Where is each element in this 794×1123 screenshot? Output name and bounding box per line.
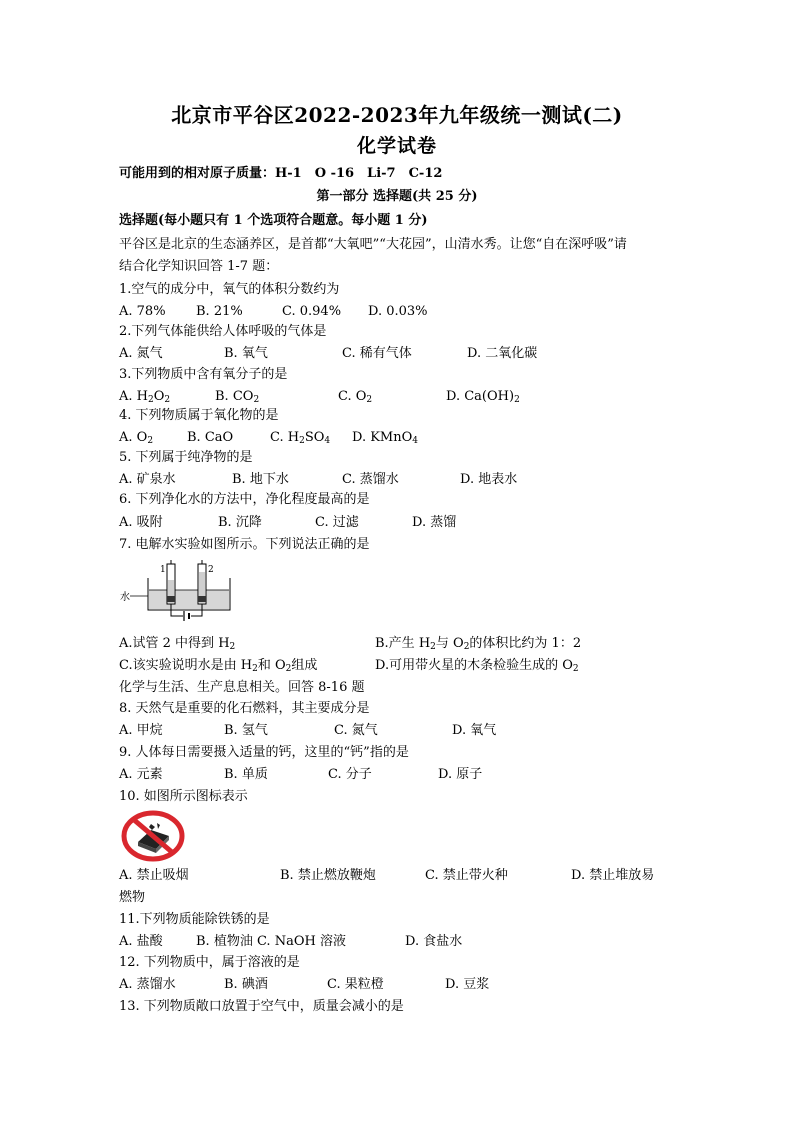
q10-option-b: B. 禁止燃放鞭炮 — [280, 868, 376, 883]
no-stacking-flammables-sign-icon — [121, 810, 185, 862]
tube-label-1: 1 — [160, 565, 166, 575]
q4-option-b: B. CaO — [187, 430, 234, 445]
question-13-stem: 13. 下列物质敞口放置于空气中，质量会减小的是 — [119, 999, 404, 1014]
q9-option-c: C. 分子 — [328, 767, 372, 782]
q5-option-a: A. 矿泉水 — [119, 472, 176, 487]
q3-option-d: D. $Ca(OH)_2$ — [446, 389, 520, 405]
q8-option-d: D. 氧气 — [452, 723, 497, 738]
q2-option-b: B. 氧气 — [224, 346, 268, 361]
q6-option-b: B. 沉降 — [218, 515, 262, 530]
q5-option-c: C. 蒸馏水 — [342, 472, 399, 487]
q8-option-b: B. 氢气 — [224, 723, 268, 738]
section-instruction: 选择题(每小题只有 1 个选项符合题意。每小题 1 分) — [119, 213, 428, 228]
q4-option-a: A. $O_2$ — [119, 430, 154, 446]
question-1-stem: 1.空气的成分中，氧气的体积分数约为 — [119, 282, 340, 297]
atomic-masses: 可能用到的相对原子质量：H-1 O -16 Li-7 C-12 — [119, 166, 443, 181]
question-11-stem: 11.下列物质能除铁锈的是 — [119, 912, 270, 927]
q9-option-a: A. 元素 — [119, 767, 163, 782]
q1-option-a: A. 78% — [119, 304, 166, 319]
q6-option-a: A. 吸附 — [119, 515, 163, 530]
q8-option-a: A. 甲烷 — [119, 723, 163, 738]
part1-heading: 第一部分 选择题(共 25 分) — [316, 189, 478, 204]
q2-option-c: C. 稀有气体 — [342, 346, 412, 361]
q10-option-d-continued: 燃物 — [119, 890, 146, 905]
q7-option-c: C.该实验说明水是由 $H_2$和 $O_2$组成 — [119, 658, 318, 674]
intro-line-1: 平谷区是北京的生态涵养区，是首都“大氧吧”“大花园”，山清水秀。让您“自在深呼吸”请 — [119, 237, 627, 252]
q5-option-b: B. 地下水 — [232, 472, 289, 487]
water-label: 水 — [120, 592, 130, 603]
q3-option-a: A. $H_2O_2$ — [119, 389, 171, 405]
question-10-stem: 10. 如图所示图标表示 — [119, 789, 248, 804]
q10-option-c: C. 禁止带火种 — [425, 868, 508, 883]
q4-option-c: C. $H_2SO_4$ — [270, 430, 331, 446]
q9-option-b: B. 单质 — [224, 767, 268, 782]
question-7-stem: 7. 电解水实验如图所示。下列说法正确的是 — [119, 537, 370, 552]
q10-option-a: A. 禁止吸烟 — [119, 868, 189, 883]
q3-option-c: C. $O_2$ — [338, 389, 373, 405]
q5-option-d: D. 地表水 — [460, 472, 518, 487]
q7-option-d: D.可用带火星的木条检验生成的 $O_2$ — [375, 658, 579, 674]
intro-line-2: 结合化学知识回答 1-7 题： — [119, 259, 279, 274]
q8-option-c: C. 氮气 — [334, 723, 378, 738]
question-3-stem: 3.下列物质中含有氧分子的是 — [119, 367, 288, 382]
q6-option-d: D. 蒸馏 — [412, 515, 457, 530]
q6-option-c: C. 过滤 — [315, 515, 359, 530]
q1-option-d: D. 0.03% — [368, 304, 428, 319]
q10-option-d: D. 禁止堆放易 — [571, 868, 655, 883]
q9-option-d: D. 原子 — [438, 767, 483, 782]
q11-option-d: D. 食盐水 — [405, 934, 463, 949]
q2-option-d: D. 二氧化碳 — [467, 346, 538, 361]
electrolysis-apparatus-figure — [118, 560, 248, 630]
question-9-stem: 9. 人体每日需要摄入适量的钙，这里的“钙”指的是 — [119, 745, 409, 760]
water-fill — [149, 590, 229, 609]
q7-option-b: B.产生 $H_2$与 $O_2$的体积比约为 1：2 — [375, 636, 582, 652]
q2-option-a: A. 氮气 — [119, 346, 163, 361]
q4-option-d: D. KMnO$_4$ — [352, 430, 419, 446]
q1-option-b: B. 21% — [196, 304, 243, 319]
q12-option-d: D. 豆浆 — [445, 977, 490, 992]
q12-option-a: A. 蒸馏水 — [119, 977, 176, 992]
question-12-stem: 12. 下列物质中，属于溶液的是 — [119, 955, 300, 970]
q7-option-a: A.试管 2 中得到 $H_2$ — [119, 636, 236, 652]
question-5-stem: 5. 下列属于纯净物的是 — [119, 450, 253, 465]
q11-option-a: A. 盐酸 — [119, 934, 163, 949]
question-8-stem: 8. 天然气是重要的化石燃料，其主要成分是 — [119, 701, 370, 716]
tube-label-2: 2 — [208, 565, 214, 575]
section-2-intro: 化学与生活、生产息息相关。回答 8-16 题 — [119, 680, 365, 695]
q3-option-b: B. $CO_2$ — [215, 389, 260, 405]
q12-option-c: C. 果粒橙 — [327, 977, 384, 992]
q11-option-b-c: B. 植物油 C. NaOH 溶液 — [196, 934, 346, 949]
question-6-stem: 6. 下列净化水的方法中，净化程度最高的是 — [119, 492, 370, 507]
page-title: 北京市平谷区2022-2023年九年级统一测试(二) — [171, 103, 623, 127]
q12-option-b: B. 碘酒 — [224, 977, 268, 992]
page-subtitle: 化学试卷 — [356, 135, 437, 157]
question-2-stem: 2.下列气体能供给人体呼吸的气体是 — [119, 324, 327, 339]
q1-option-c: C. 0.94% — [282, 304, 342, 319]
question-4-stem: 4. 下列物质属于氧化物的是 — [119, 408, 279, 423]
